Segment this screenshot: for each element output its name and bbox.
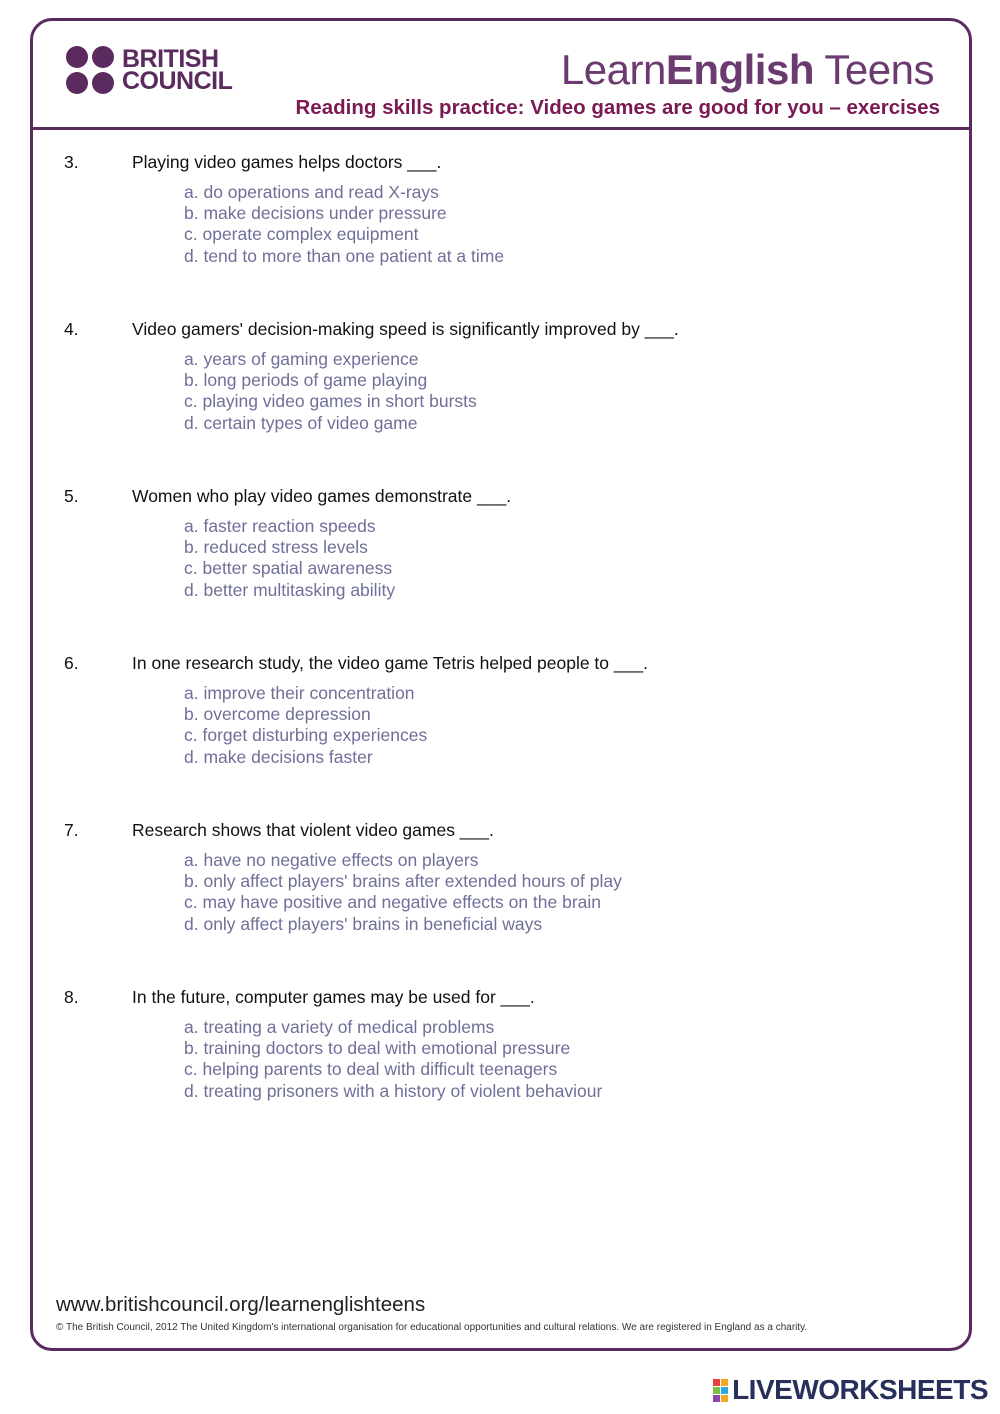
option-c[interactable]: c. forget disturbing experiences: [184, 725, 428, 746]
british-council-dots-icon: [66, 46, 114, 94]
question-number: 6.: [64, 653, 79, 673]
options-list: [184, 516, 944, 601]
option-c[interactable]: c. better spatial awareness: [184, 558, 393, 579]
option-d[interactable]: d. treating prisoners with a history of violent behaviour: [184, 1080, 603, 1101]
option-d[interactable]: d. make decisions faster: [184, 746, 373, 767]
question-item: [64, 318, 944, 434]
options-list: [184, 1017, 944, 1102]
learnenglish-teens-logo: [561, 46, 934, 94]
logo-learn: Learn: [560, 46, 666, 93]
liveworksheets-logo: [713, 1374, 988, 1406]
question-number: 3.: [64, 152, 79, 172]
option-a[interactable]: a. have no negative effects on players: [184, 850, 479, 870]
question-number: 8.: [64, 987, 79, 1007]
options-list: [184, 182, 944, 267]
question-text: Video gamers' decision-making speed is significantly improved by ___.: [132, 319, 679, 339]
option-a[interactable]: a. faster reaction speeds: [184, 516, 376, 536]
option-d[interactable]: d. certain types of video game: [184, 412, 418, 433]
question-item: [64, 819, 944, 935]
option-b[interactable]: b. reduced stress levels: [184, 537, 368, 558]
british-council-logo: [66, 46, 232, 94]
question-text: In the future, computer games may be used for ___.: [132, 987, 535, 1007]
footer-copyright: © The British Council, 2012 The United Kingdom's international organisation for educational opportunities and cultural relations. We are registered in England as a charity.: [56, 1322, 808, 1333]
question-text: Research shows that violent video games ___.: [132, 820, 494, 840]
brand-line-1: BRITISH: [122, 45, 219, 73]
question-number: 5.: [64, 486, 79, 506]
liveworksheets-text: LIVEWORKSHEETS: [732, 1374, 988, 1405]
option-a[interactable]: a. do operations and read X-rays: [184, 182, 439, 202]
question-item: [64, 485, 944, 601]
brand-line-2: COUNCIL: [122, 67, 233, 95]
option-b[interactable]: b. make decisions under pressure: [184, 203, 447, 224]
question-text: In one research study, the video game Tetris helped people to ___.: [132, 653, 648, 673]
liveworksheets-grid-icon: [713, 1379, 728, 1402]
question-item: [64, 151, 944, 267]
option-c[interactable]: c. playing video games in short bursts: [184, 391, 477, 412]
option-d[interactable]: d. tend to more than one patient at a time: [184, 245, 505, 266]
option-b[interactable]: b. overcome depression: [184, 704, 371, 725]
footer-url[interactable]: www.britishcouncil.org/learnenglishteens: [56, 1293, 426, 1316]
option-b[interactable]: b. only affect players' brains after extended hours of play: [184, 871, 622, 892]
question-number: 4.: [64, 319, 79, 339]
question-item: [64, 986, 944, 1102]
option-a[interactable]: a. years of gaming experience: [184, 349, 419, 369]
option-b[interactable]: b. training doctors to deal with emotional pressure: [184, 1038, 571, 1059]
header-divider: [30, 127, 972, 130]
logo-english: English: [665, 46, 814, 93]
option-d[interactable]: d. only affect players' brains in beneficial ways: [184, 913, 543, 934]
question-item: [64, 652, 944, 768]
options-list: [184, 683, 944, 768]
question-number: 7.: [64, 820, 79, 840]
option-d[interactable]: d. better multitasking ability: [184, 579, 396, 600]
option-c[interactable]: c. operate complex equipment: [184, 224, 419, 245]
question-text: Playing video games helps doctors ___.: [132, 152, 442, 172]
option-a[interactable]: a. treating a variety of medical problems: [184, 1017, 495, 1037]
option-b[interactable]: b. long periods of game playing: [184, 370, 428, 391]
options-list: [184, 349, 944, 434]
option-a[interactable]: a. improve their concentration: [184, 683, 415, 703]
options-list: [184, 850, 944, 935]
logo-teens: Teens: [814, 46, 934, 93]
option-c[interactable]: c. helping parents to deal with difficult teenagers: [184, 1059, 558, 1080]
document-title: Reading skills practice: Video games are good for you – exercises: [295, 96, 940, 119]
question-text: Women who play video games demonstrate ___.: [132, 486, 512, 506]
option-c[interactable]: c. may have positive and negative effects on the brain: [184, 892, 602, 913]
